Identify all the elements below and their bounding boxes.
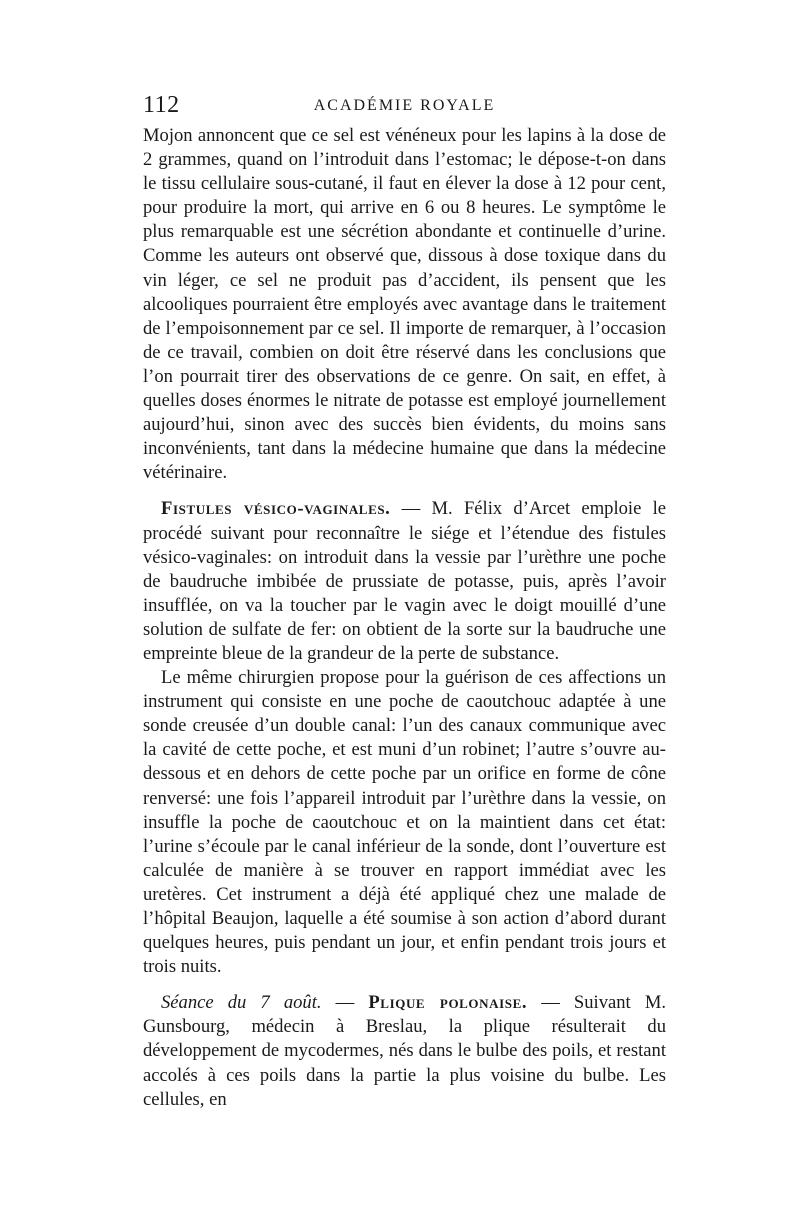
dash: — <box>321 992 369 1014</box>
paragraph-text: — Suivant M. Gunsbourg, médecin à Breslau, la plique résulterait du développement de mycodermes, nés dans le bulbe des poils, et restant accolés à ces poils dans la partie la plus voisine du bulbe. Les cellules, en <box>143 992 667 1110</box>
page-header <box>143 92 666 122</box>
paragraph-3 <box>143 666 666 979</box>
running-head: ACADÉMIE ROYALE <box>313 97 496 114</box>
body-text <box>143 124 666 1112</box>
paragraph-text: Le même chirurgien propose pour la guérison de ces affections un instrument qui consiste en une poche de caoutchouc adaptée à une sonde creusée d’un double canal: l’un des canaux communique avec la cavité de cette poche, et est muni d’un robinet; l’autre s’ouvre au-dessous et en dehors de cette poche par un orifice en forme de cône renversé: une fois l’appareil introduit par l’urèthre dans la vessie, on insuffle la poche de caoutchouc et on la maintient dans cet état: l’urine s’écoule par le canal inférieur de la sonde, dont l’ouverture est calculée de manière à se trouver en rapport immédiat avec les uretères. Cet instrument a déjà été appliqué chez une malade de l’hôpital Beaujon, laquelle a été soumise à son action d’abord durant quelques heures, puis pendant un jour, et enfin pendant trois jours et trois nuits. <box>143 667 666 978</box>
paragraph-text: Mojon annoncent que ce sel est vénéneux pour les lapins à la dose de 2 grammes, quand on l’introduit dans l’estomac; le dépose-t-on dans le tissu cellulaire sous-cutané, il faut en élever la dose à 12 pour cent, pour produire la mort, qui arrive en 6 ou 8 heures. Le symptôme le plus remarquable est une sécrétion abondante et continuelle d’urine. Comme les auteurs ont observé que, dissous à dose toxique dans du vin léger, ce sel ne produit pas d’accident, ils pensent que les alcooliques pourraient être employés avec avantage dans le traitement de l’empoisonnement par ce sel. Il importe de remarquer, à l’occasion de ce travail, combien on doit être réservé dans les conclusions que l’on pourrait tirer des observations de ce genre. On sait, en effet, à quelles doses énormes le nitrate de potasse est employé journellement aujourd’hui, sinon avec des succès bien évidents, du moins sans inconvénients, tant dans la médecine humaine que dans la médecine vétérinaire. <box>143 125 666 484</box>
paragraph-1 <box>143 124 666 485</box>
section-heading-fistules: Fistules vésico-vaginales. <box>161 498 391 520</box>
page-number: 112 <box>143 92 180 118</box>
paragraph-text: — M. Félix d’Arcet emploie le procédé suivant pour reconnaître le siége et l’étendue des fistules vésico-vaginales: on introduit dans la vessie par l’urèthre une poche de baudruche imbibée de prussiate de potasse, puis, après l’avoir insufflée, on va la toucher par le vagin avec le doigt mouillé d’une solution de sulfate de fer: on obtient de la sorte sur la baudruche une empreinte bleue de la grandeur de la perte de substance. <box>143 498 666 664</box>
paragraph-2 <box>143 497 666 666</box>
paragraph-4 <box>143 991 666 1111</box>
session-date: Séance du 7 août. <box>161 992 322 1014</box>
section-heading-plique: Plique polonaise. <box>368 992 528 1014</box>
